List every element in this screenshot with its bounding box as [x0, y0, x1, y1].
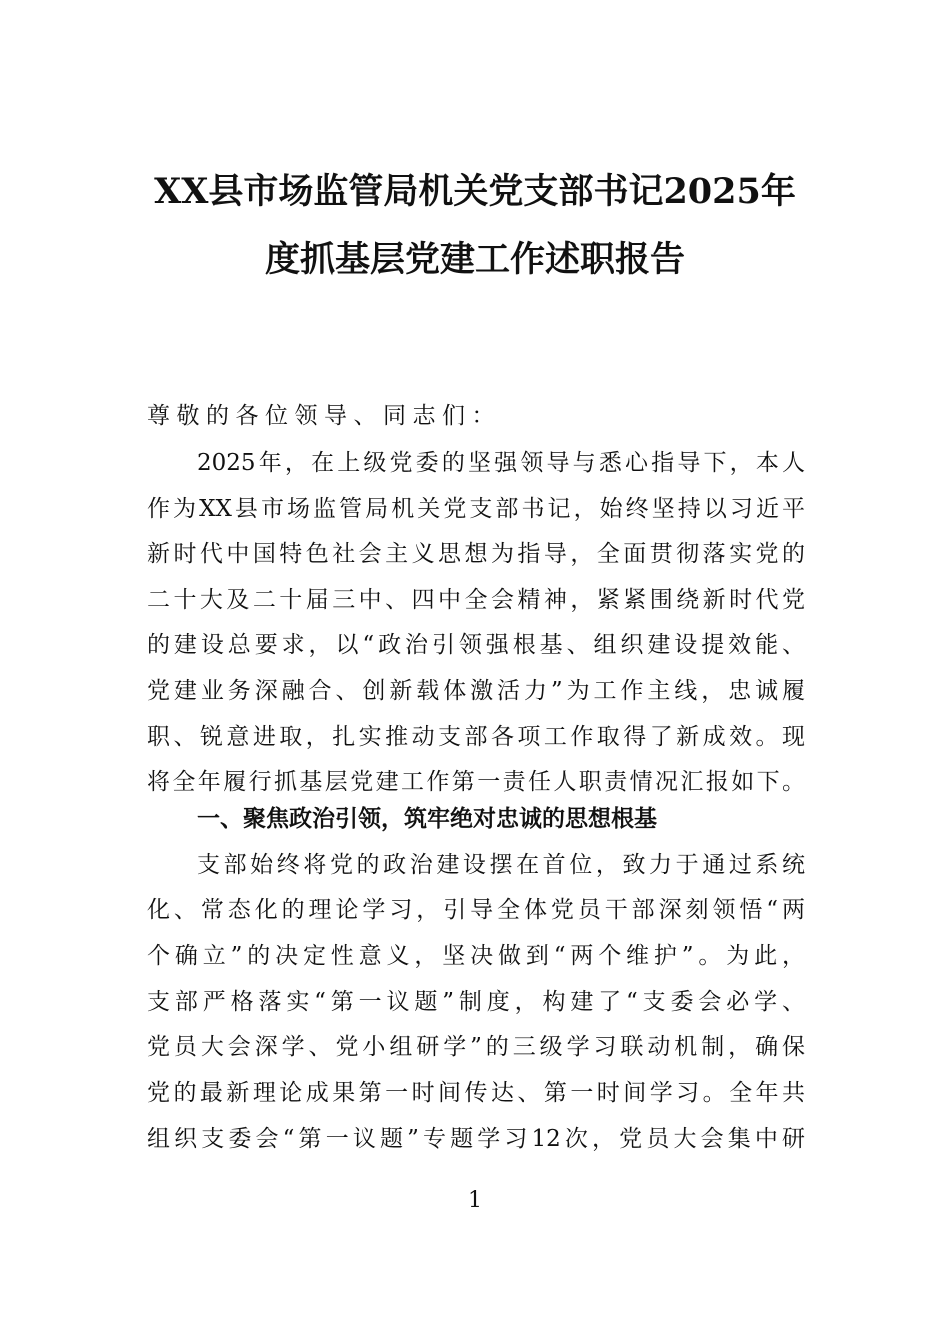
- section-heading-1: 一、聚焦政治引领，筑牢绝对忠诚的思想根基: [197, 806, 657, 832]
- paragraph-line: 的建设总要求，以“政治引领强根基、组织建设提效能、: [147, 632, 805, 658]
- paragraph-line: 组织支委会“第一议题”专题学习12次，党员大会集中研: [147, 1126, 805, 1152]
- paragraph-line: 党员大会深学、党小组研学”的三级学习联动机制，确保: [147, 1034, 805, 1060]
- paragraph-line: 支部始终将党的政治建设摆在首位，致力于通过系统: [197, 852, 805, 878]
- paragraph-line: 二十大及二十届三中、四中全会精神，紧紧围绕新时代党: [147, 587, 805, 613]
- paragraph-line: 党建业务深融合、创新载体激活力”为工作主线，忠诚履: [147, 678, 805, 704]
- paragraph-line: 将全年履行抓基层党建工作第一责任人职责情况汇报如下。: [147, 769, 805, 795]
- page-number: 1: [468, 1188, 482, 1213]
- document-title-line-2: 度抓基层党建工作述职报告: [264, 239, 685, 280]
- paragraph-line: 个确立”的决定性意义，坚决做到“两个维护”。为此，: [147, 943, 805, 969]
- paragraph-line: 党的最新理论成果第一时间传达、第一时间学习。全年共: [147, 1080, 805, 1106]
- paragraph-line: 支部严格落实“第一议题”制度，构建了“支委会必学、: [147, 989, 805, 1015]
- paragraph-line: 职、锐意进取，扎实推动支部各项工作取得了新成效。现: [147, 724, 805, 750]
- paragraph-line: 新时代中国特色社会主义思想为指导，全面贯彻落实党的: [147, 541, 805, 567]
- paragraph-line: 作为XX县市场监管局机关党支部书记，始终坚持以习近平: [147, 496, 805, 522]
- paragraph-line: 化、常态化的理论学习，引导全体党员干部深刻领悟“两: [147, 897, 805, 923]
- paragraph-line: 2025年，在上级党委的坚强领导与悉心指导下，本人: [197, 450, 805, 476]
- salutation: 尊敬的各位领导、同志们：: [147, 403, 501, 429]
- document-title-line-1: XX县市场监管局机关党支部书记2025年: [154, 171, 796, 212]
